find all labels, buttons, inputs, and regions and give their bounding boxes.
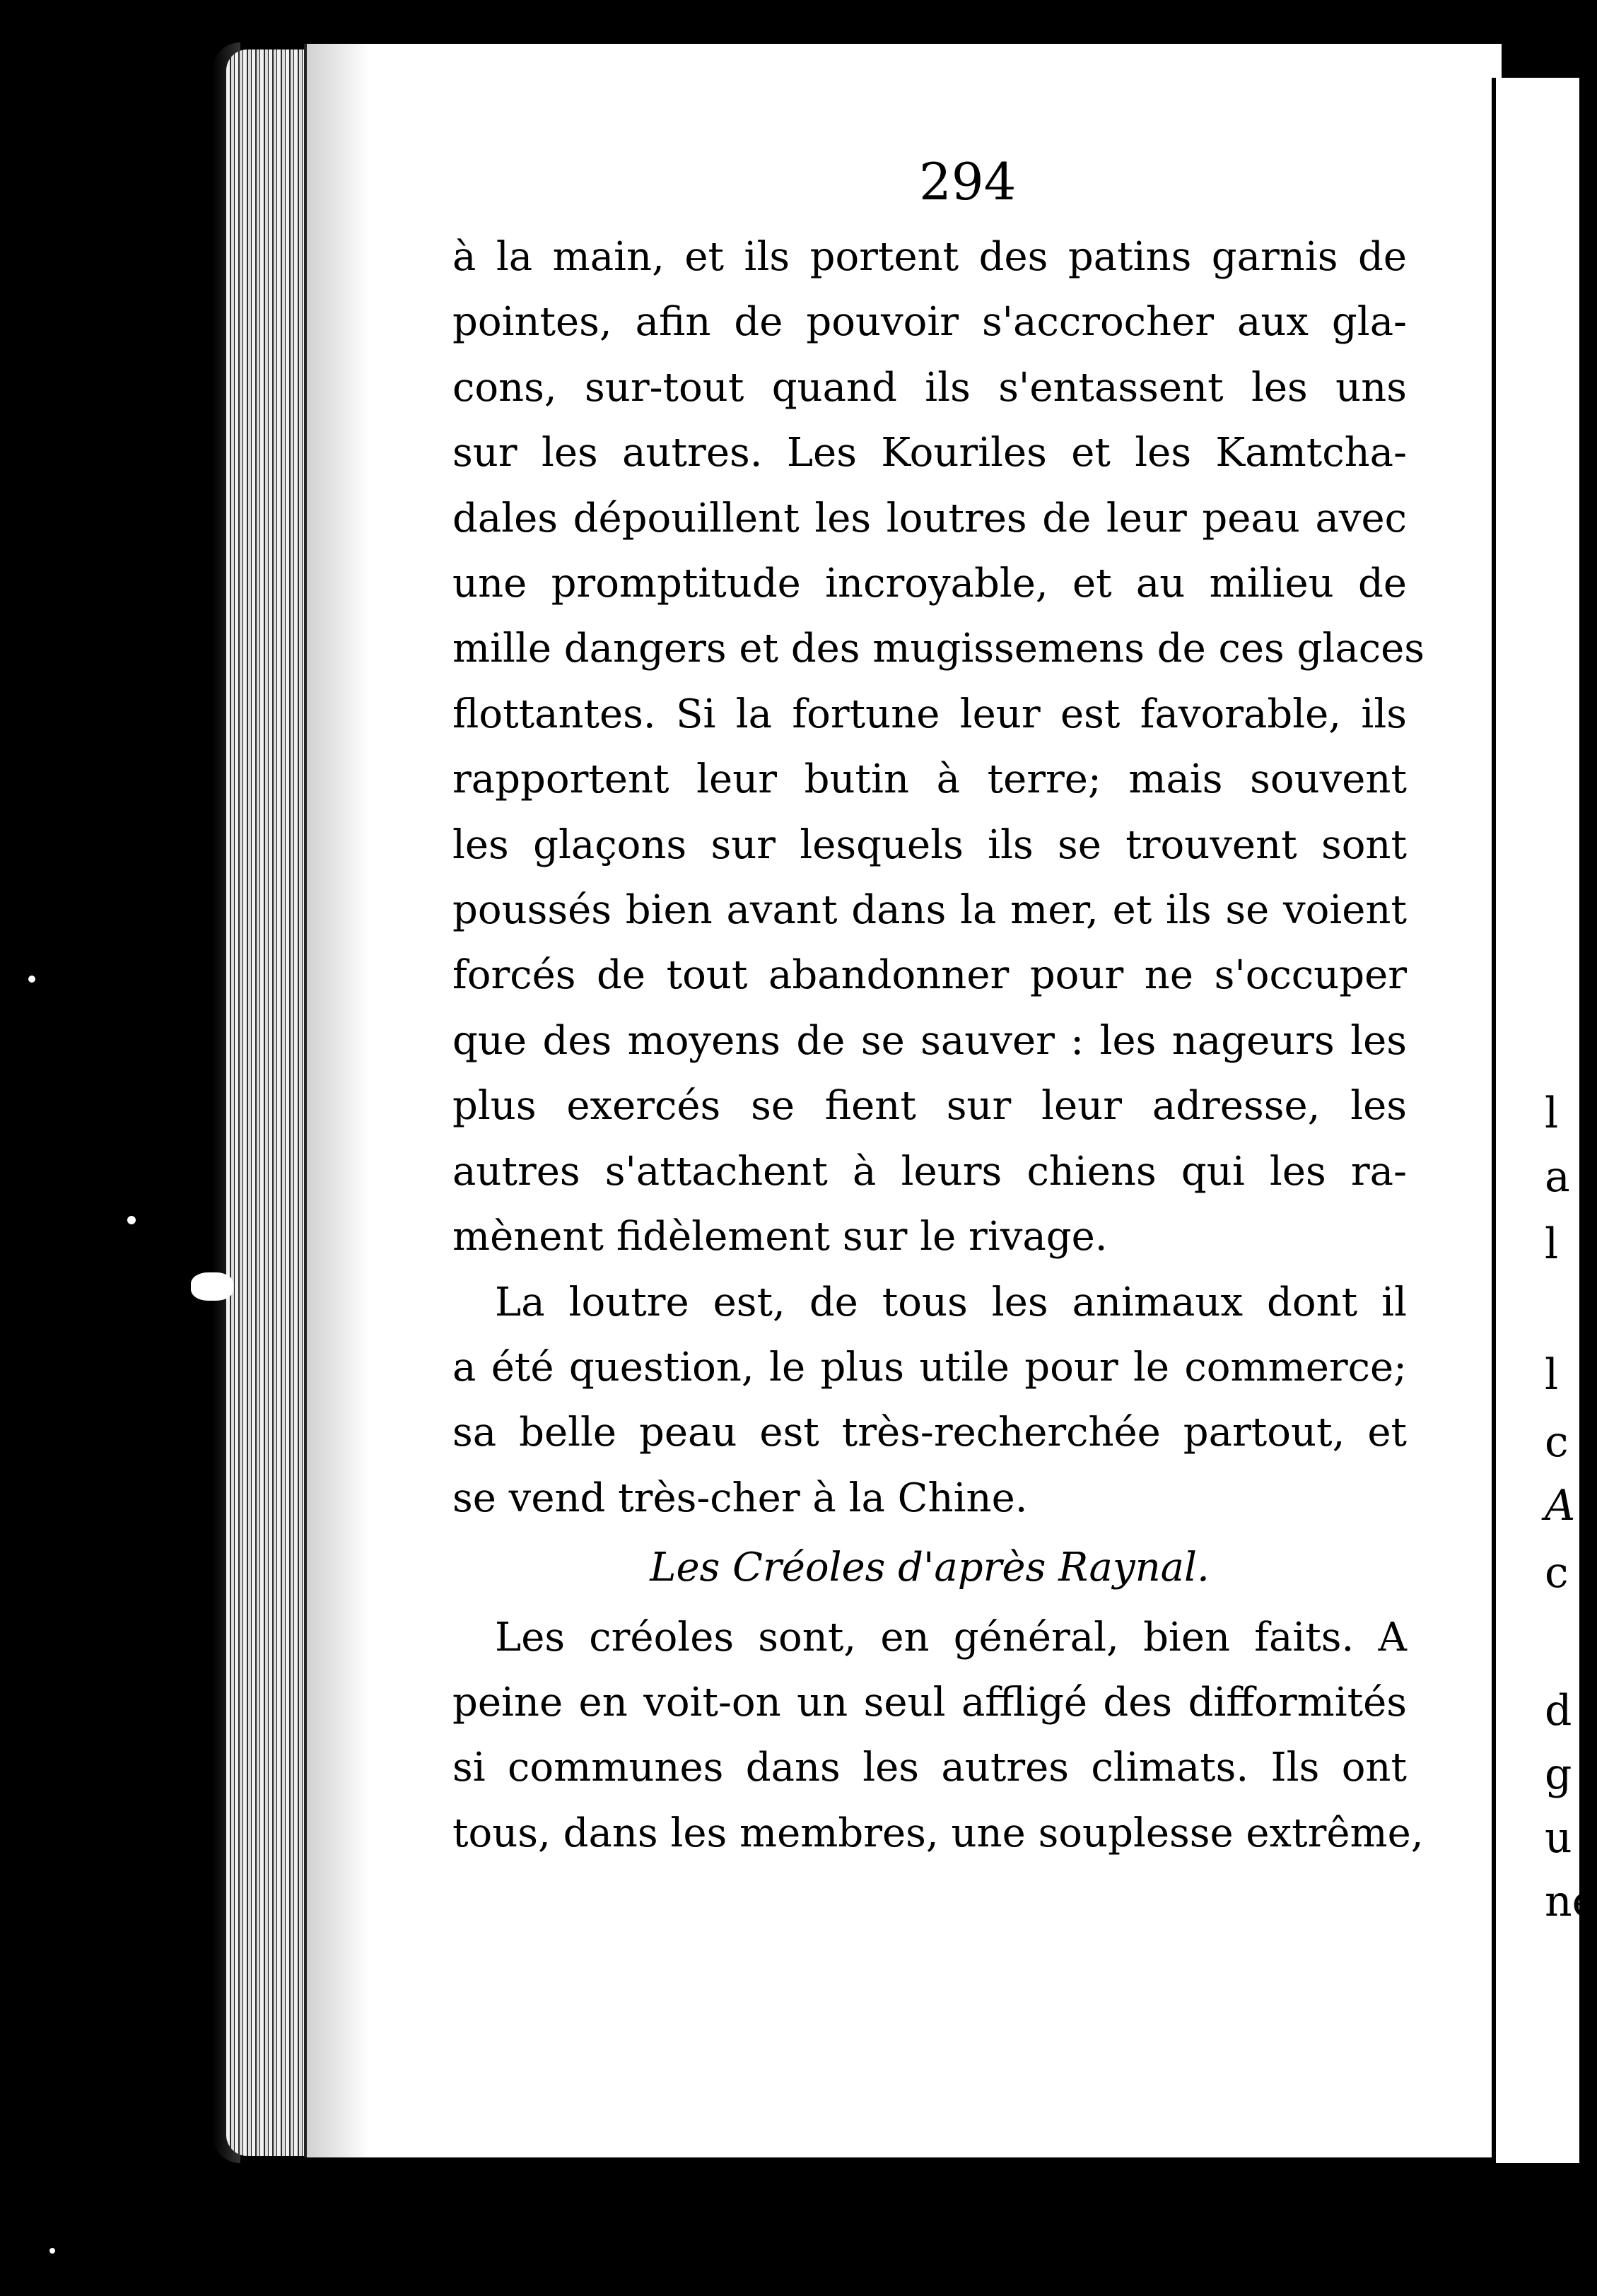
body-text — [452, 225, 1425, 1866]
text-line: si communes dans les autres climats. Ils ont — [452, 1745, 1407, 1791]
text-line: tous, dans les membres, une souplesse extrême, — [452, 1810, 1424, 1856]
text-line: poussés bien avant dans la mer, et ils se voient — [452, 887, 1407, 934]
text-line: à la main, et ils portent des patins garnis de — [452, 234, 1407, 280]
page-number: 294 — [919, 152, 1017, 211]
text-line: mille dangers et des mugissemens de ces glaces — [452, 626, 1425, 672]
text-line: rapportent leur butin à terre; mais souvent — [452, 756, 1407, 803]
facing-page-letter: a — [1545, 1152, 1570, 1202]
text-line: autres s'attachent à leurs chiens qui les ra- — [452, 1148, 1407, 1195]
facing-page-letter: l — [1545, 1219, 1559, 1269]
text-line: a été question, le plus utile pour le commerce; — [452, 1344, 1407, 1390]
text-line: sa belle peau est très-recherchée partout, et — [452, 1410, 1407, 1456]
facing-page-letter: A — [1545, 1481, 1576, 1530]
scan-speck — [127, 1216, 136, 1224]
text-line: les glaçons sur lesquels ils se trouvent sont — [452, 821, 1407, 868]
text-line: plus exercés se fient sur leur adresse, les — [452, 1083, 1407, 1130]
facing-page-letter: ne — [1545, 1877, 1597, 1926]
facing-page-letter: c — [1545, 1548, 1569, 1598]
text-line: que des moyens de se sauver : les nageurs les — [452, 1017, 1407, 1064]
text-line: cons, sur-tout quand ils s'entassent les uns — [452, 364, 1407, 411]
text-line: dales dépouillent les loutres de leur peau avec — [452, 495, 1407, 541]
facing-page-letter: l — [1545, 1089, 1559, 1138]
facing-page-letter: d — [1545, 1686, 1572, 1735]
text-line: une promptitude incroyable, et au milieu de — [452, 561, 1407, 607]
scan-speck — [49, 2248, 55, 2254]
facing-page-letter: u — [1545, 1813, 1572, 1863]
text-line: se vend très-cher à la Chine. — [452, 1475, 1028, 1521]
facing-page-letter: l — [1545, 1350, 1559, 1400]
text-line: forcés de tout abandonner pour ne s'occuper — [452, 952, 1407, 999]
text-line: pointes, afin de pouvoir s'accrocher aux gla- — [452, 299, 1407, 346]
facing-page-letter: g — [1545, 1750, 1572, 1799]
scan-speck — [28, 976, 35, 983]
text-line: peine en voit-on un seul affligé des difformités — [452, 1679, 1407, 1726]
section-heading: Les Créoles d'après Raynal. — [650, 1545, 1210, 1591]
text-line: mènent fidèlement sur le rivage. — [452, 1214, 1108, 1260]
text-line: flottantes. Si la fortune leur est favorable, ils — [452, 691, 1407, 737]
facing-page-letter: c — [1545, 1417, 1569, 1467]
text-line: Les créoles sont, en général, bien faits. A — [495, 1614, 1407, 1660]
scan-speck — [191, 1272, 233, 1301]
text-line: La loutre est, de tous les animaux dont il — [495, 1279, 1407, 1325]
text-line: sur les autres. Les Kouriles et les Kamtcha- — [452, 430, 1407, 476]
